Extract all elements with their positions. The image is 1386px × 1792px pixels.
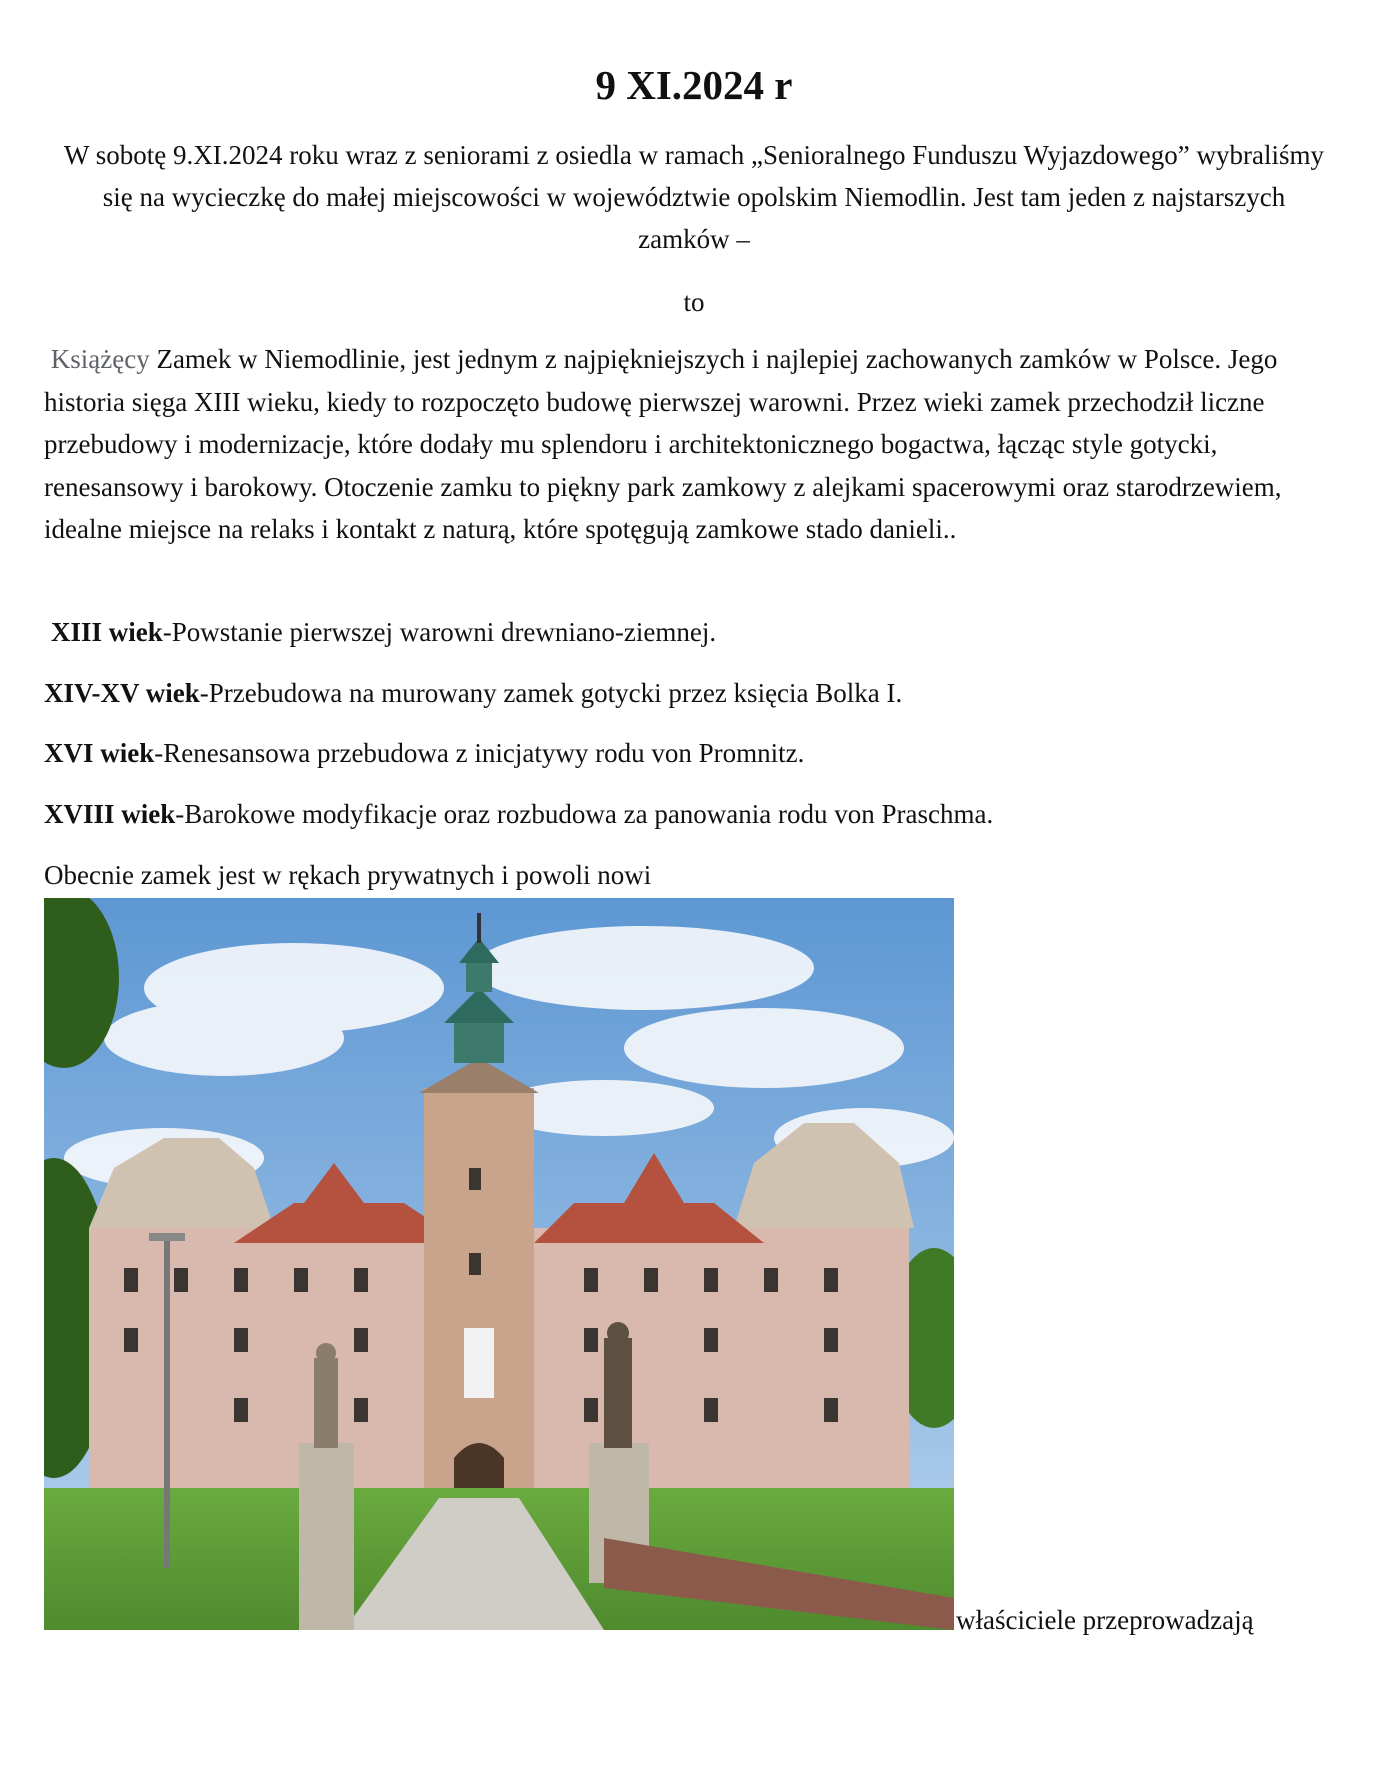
timeline-text: -Przebudowa na murowany zamek gotycki przez księcia Bolka I. — [199, 678, 903, 708]
description-paragraph — [44, 338, 1344, 551]
timeline-item — [44, 612, 1351, 652]
timeline-item — [44, 794, 1344, 834]
timeline-item — [44, 733, 1344, 773]
description-text: Zamek w Niemodlinie, jest jednym z najpiękniejszych i najlepiej zachowanych zamków w Polsce. Jego historia sięga XIII wieku, kiedy to rozpoczęto budowę pierwszej warowni. Przez wieki zamek przechodził liczne przebudowy i modernizacje, które dodały mu splendoru i architektonicznego bogactwa, łącząc style gotycki, renesansowy i barokowy. Otoczenie zamku to piękny park zamkowy z alejkami spacerowymi oraz starodrzewiem, idealne miejsce na relaks i kontakt z naturą, które spotęgują zamkowe stado danieli.. — [44, 344, 1282, 544]
timeline-century: XIII wiek — [51, 617, 163, 647]
closing-text-start: Obecnie zamek jest w rękach prywatnych i powoli nowi — [44, 860, 652, 890]
timeline-century: XIV-XV wiek — [44, 678, 200, 708]
timeline-century: XVIII wiek — [44, 799, 176, 829]
intro-paragraph: W sobotę 9.XI.2024 roku wraz z seniorami z osiedla w ramach „Senioralnego Funduszu Wyjazdowego” wybraliśmy się na wycieczkę do małej miejscowości w województwie opolskim Niemodlin. Jest tam jeden z najstarszych zamków – — [63, 140, 1325, 254]
timeline-item — [44, 673, 1344, 713]
page-title: 9 XI.2024 r — [595, 62, 793, 108]
timeline-text: -Barokowe modyfikacje oraz rozbudowa za panowania rodu von Praschma. — [175, 799, 994, 829]
connector-text: to — [683, 287, 705, 317]
timeline-century: XVI wiek — [44, 738, 155, 768]
closing-text-end: właściciele przeprowadzają — [956, 1605, 1254, 1635]
highlight-word: Książęcy — [50, 344, 150, 374]
castle-photo — [44, 898, 954, 1630]
timeline-text: -Renesansowa przebudowa z inicjatywy rodu von Promnitz. — [154, 738, 805, 768]
timeline-text: -Powstanie pierwszej warowni drewniano-ziemnej. — [162, 617, 717, 647]
